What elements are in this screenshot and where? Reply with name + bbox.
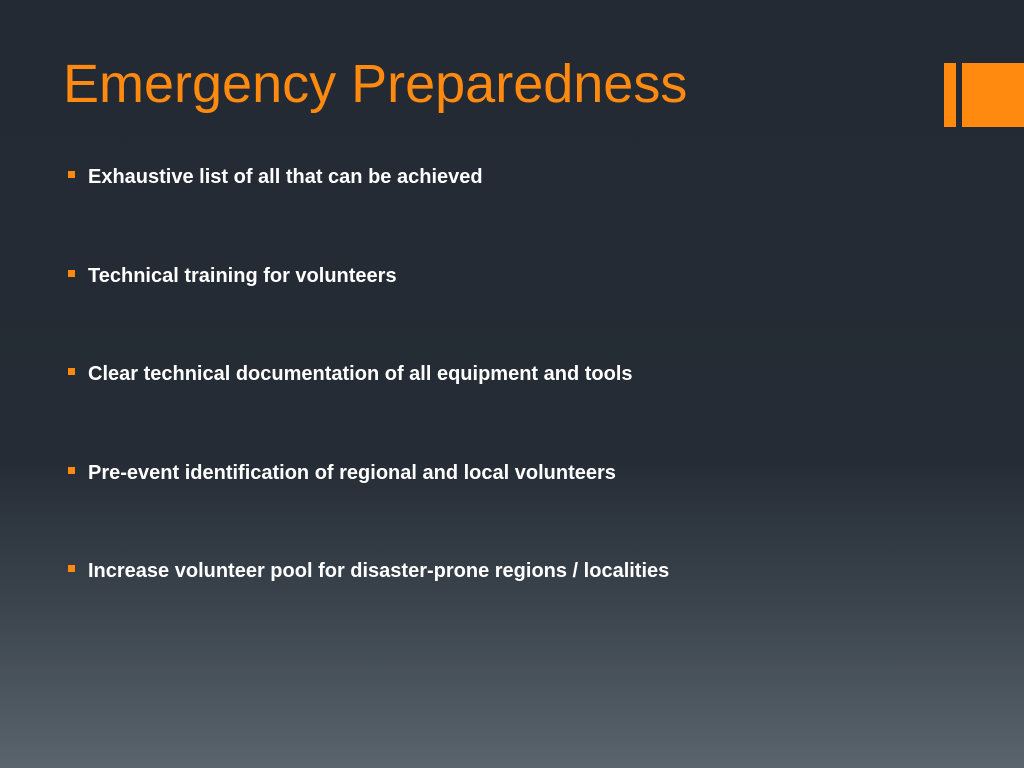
square-bullet-icon <box>68 270 75 277</box>
slide-title: Emergency Preparedness <box>63 54 688 114</box>
square-bullet-icon <box>68 467 75 474</box>
bullet-text: Pre-event identification of regional and local volunteers <box>88 461 616 484</box>
bullet-text: Increase volunteer pool for disaster-prone regions / localities <box>88 560 670 582</box>
bullet-text: Clear technical documentation of all equipment and tools <box>88 363 633 385</box>
bullet-text: Technical training for volunteers <box>88 264 397 287</box>
bullet-text: Exhaustive list of all that can be achieved <box>88 166 483 188</box>
accent-bar-thick <box>962 63 1024 127</box>
square-bullet-icon <box>68 368 75 375</box>
square-bullet-icon <box>68 565 75 572</box>
accent-bar-thin <box>944 63 956 127</box>
square-bullet-icon <box>68 171 75 178</box>
